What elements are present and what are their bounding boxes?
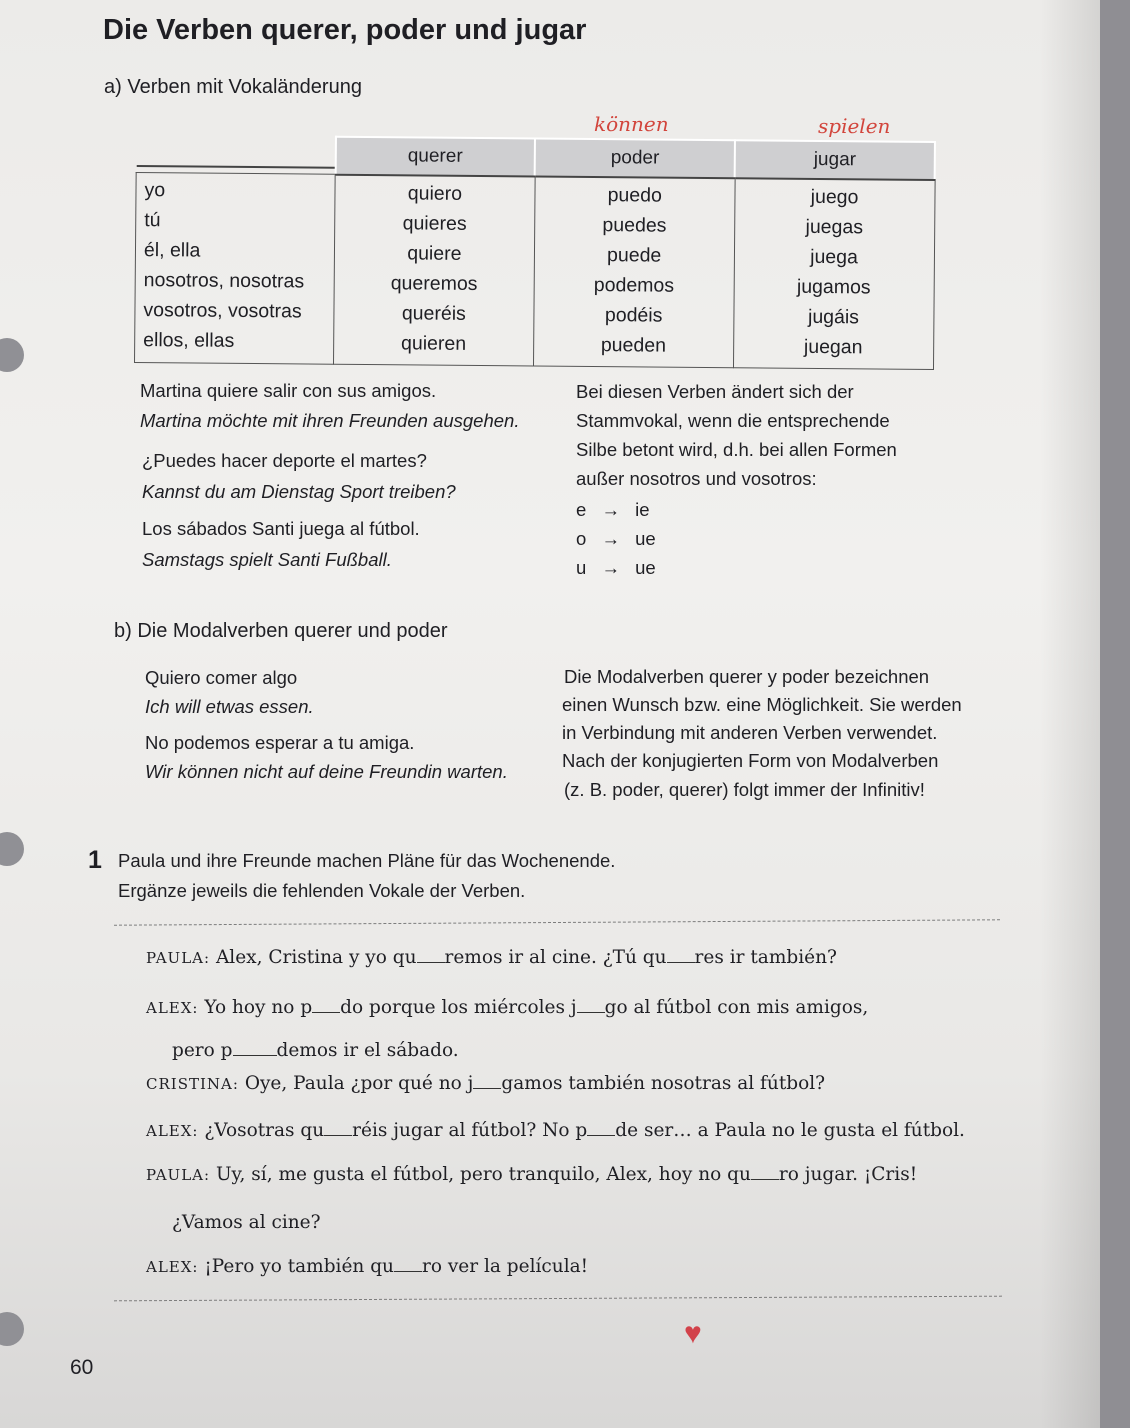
vowel-change-row — [576, 528, 656, 550]
fill-blank[interactable] — [233, 1054, 277, 1056]
rule-line: Bei diesen Verben ändert sich der — [576, 381, 854, 402]
divider — [114, 1296, 1002, 1302]
text-fragment: ¿Vamos al cine? — [172, 1212, 321, 1233]
fill-blank[interactable] — [577, 1011, 605, 1013]
fill-blank[interactable] — [587, 1134, 615, 1136]
speaker-label: CRISTINA: — [146, 1075, 239, 1093]
rule-line: Silbe betont wird, d.h. bei allen Formen — [576, 439, 897, 460]
handwritten-note-poder: können — [594, 112, 669, 136]
example-sentence-de: Kannst du am Dienstag Sport treiben? — [142, 481, 456, 502]
dialogue-line — [146, 1164, 917, 1185]
querer-column — [334, 174, 535, 365]
example-sentence-es: No podemos esperar a tu amiga. — [145, 732, 415, 753]
example-sentence-de: Wir können nicht auf deine Freundin warten. — [145, 761, 508, 782]
rule-line: außer nosotros und vosotros: — [576, 468, 817, 489]
verb-form: puedo — [607, 183, 662, 207]
arrow-icon: → — [601, 557, 620, 578]
example-sentence-es: Martina quiere salir con sus amigos. — [140, 380, 437, 401]
pronoun: yo — [144, 179, 166, 202]
vowel-from: u — [576, 557, 587, 578]
example-sentence-es: ¿Puedes hacer deporte el martes? — [142, 450, 427, 471]
fill-blank[interactable] — [667, 961, 695, 963]
dialogue-line — [172, 1212, 321, 1233]
rule-line: einen Wunsch bzw. eine Möglichkeit. Sie werden — [562, 694, 962, 715]
arrow-icon: → — [601, 499, 620, 520]
table-header-empty — [136, 135, 334, 169]
text-fragment: Alex, Cristina y yo qu — [215, 947, 417, 968]
verb-form: quiero — [407, 181, 463, 205]
verb-form: podéis — [604, 303, 663, 327]
example-sentence-es: Quiero comer algo — [145, 667, 298, 688]
vowel-from: o — [576, 528, 587, 549]
table-row — [135, 173, 935, 369]
verb-form: jugamos — [796, 275, 871, 298]
page-shadow — [1040, 0, 1100, 1428]
text-fragment: demos ir el sábado. — [276, 1040, 459, 1061]
verb-form: quieres — [402, 211, 467, 235]
pronoun: vosotros, vosotras — [143, 299, 302, 323]
table-header-row — [136, 135, 935, 179]
exercise-instruction: Paula und ihre Freunde machen Pläne für das Wochenende. — [118, 850, 616, 871]
verb-form: queremos — [390, 271, 478, 295]
example-sentence-de: Ich will etwas essen. — [145, 696, 314, 717]
dialogue-line — [172, 1040, 459, 1061]
verb-form: juega — [810, 245, 858, 268]
vowel-to: ue — [635, 557, 656, 578]
section-b-heading: b) Die Modalverben querer und poder — [114, 620, 448, 642]
speaker-label: ALEX: — [146, 1258, 199, 1276]
example-sentence-de: Martina möchte mit ihren Freunden ausgehen. — [140, 410, 520, 431]
exercise-number: 1 — [88, 846, 102, 874]
divider — [114, 919, 1000, 925]
verb-form: juegas — [805, 215, 864, 238]
pronoun: nosotros, nosotras — [143, 269, 305, 293]
text-fragment: go al fútbol con mis amigos, — [604, 997, 869, 1018]
text-fragment: remos ir al cine. ¿Tú qu — [444, 947, 667, 968]
pronoun-column — [135, 173, 336, 364]
fill-blank[interactable] — [473, 1087, 501, 1089]
exercise-instruction: Ergänze jeweils die fehlenden Vokale der Verben. — [118, 880, 526, 901]
rule-line: Nach der konjugierten Form von Modalverben — [562, 750, 939, 771]
vowel-to: ue — [635, 528, 656, 549]
fill-blank[interactable] — [417, 961, 445, 963]
example-sentence-de: Samstags spielt Santi Fußball. — [142, 549, 392, 570]
text-fragment: Oye, Paula ¿por qué no j — [244, 1073, 474, 1094]
pronoun: ellos, ellas — [143, 329, 235, 352]
vowel-from: e — [576, 499, 587, 520]
text-fragment: ¡Pero yo también qu — [204, 1256, 394, 1277]
fill-blank[interactable] — [312, 1011, 340, 1013]
text-fragment: res ir también? — [694, 947, 837, 968]
binder-hole — [0, 1312, 24, 1346]
verb-form: quiere — [407, 241, 462, 265]
verb-form: jugáis — [807, 305, 860, 328]
vowel-change-row — [576, 499, 649, 521]
verb-form: podemos — [593, 273, 675, 297]
rule-line: Stammvokal, wenn die entsprechende — [576, 410, 890, 431]
text-fragment: Uy, sí, me gusta el fútbol, pero tranquilo, Alex, hoy no qu — [215, 1164, 751, 1185]
rule-line: (z. B. poder, querer) folgt immer der Infinitiv! — [564, 779, 925, 800]
speaker-label: PAULA: — [146, 1166, 211, 1184]
text-fragment: pero p — [172, 1040, 233, 1061]
fill-blank[interactable] — [751, 1178, 779, 1180]
vowel-to: ie — [635, 499, 650, 520]
table-header: querer — [335, 137, 535, 176]
rule-line: in Verbindung mit anderen Verben verwendet. — [562, 722, 938, 743]
table-header: poder — [535, 138, 735, 177]
section-a-heading: a) Verben mit Vokaländerung — [104, 76, 362, 98]
verb-form: puede — [607, 243, 662, 267]
text-fragment: Yo hoy no p — [204, 997, 313, 1018]
dialogue-line — [146, 997, 868, 1018]
heart-icon: ♥ — [684, 1317, 702, 1350]
text-fragment: réis jugar al fútbol? No p — [352, 1120, 588, 1141]
example-sentence-es: Los sábados Santi juega al fútbol. — [142, 518, 420, 539]
speaker-label: PAULA: — [146, 949, 211, 967]
dialogue-line — [146, 947, 837, 968]
table-header: jugar — [735, 140, 935, 179]
speaker-label: ALEX: — [146, 1122, 199, 1140]
text-fragment: ro ver la película! — [421, 1256, 589, 1277]
verb-form: puedes — [602, 213, 667, 237]
jugar-column — [733, 178, 934, 369]
dialogue-line — [146, 1256, 588, 1277]
conjugation-table — [134, 134, 936, 369]
pronoun: él, ella — [143, 239, 201, 262]
arrow-icon: → — [601, 528, 620, 549]
text-fragment: do porque los miércoles j — [340, 997, 577, 1018]
dialogue-line — [146, 1120, 965, 1141]
pronoun: tú — [144, 209, 161, 232]
poder-column — [533, 176, 734, 367]
text-fragment: ro jugar. ¡Cris! — [778, 1164, 918, 1185]
handwritten-note-jugar: spielen — [818, 114, 891, 138]
verb-form: pueden — [600, 333, 667, 357]
fill-blank[interactable] — [324, 1134, 352, 1136]
verb-form: juego — [810, 185, 859, 208]
text-fragment: de ser… a Paula no le gusta el fútbol. — [615, 1120, 965, 1141]
text-fragment: ¿Vosotras qu — [204, 1120, 325, 1141]
vowel-change-row — [576, 557, 656, 579]
binder-hole — [0, 832, 24, 866]
verb-form: quieren — [400, 331, 467, 355]
verb-form: queréis — [401, 301, 466, 325]
page-title: Die Verben querer, poder und jugar — [103, 14, 587, 46]
page-number: 60 — [70, 1356, 94, 1379]
fill-blank[interactable] — [394, 1270, 422, 1272]
verb-form: juegan — [803, 335, 863, 358]
binder-hole — [0, 338, 24, 372]
speaker-label: ALEX: — [146, 999, 199, 1017]
text-fragment: gamos también nosotras al fútbol? — [501, 1073, 826, 1094]
dialogue-line — [146, 1073, 825, 1094]
rule-line: Die Modalverben querer y poder bezeichnen — [564, 666, 930, 687]
